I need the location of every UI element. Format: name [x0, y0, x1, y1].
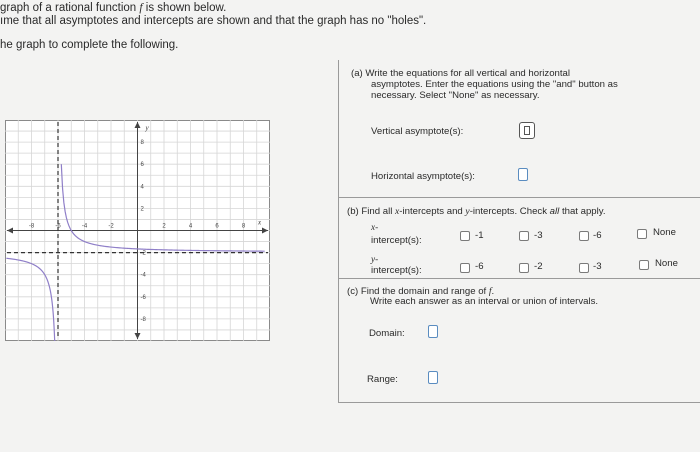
x-intercept-label-top: x- — [371, 222, 379, 232]
intro-line-1: graph of a rational function f is shown below. — [0, 2, 227, 14]
y-tick-label: -6 — [140, 294, 146, 301]
part-b-text: (b) Find all x-intercepts and y-intercepts. Check all that apply. — [347, 206, 606, 217]
y-option-checkbox-1[interactable] — [460, 263, 470, 273]
y-tick-label: -4 — [140, 272, 146, 279]
y-tick-label: 2 — [140, 206, 144, 213]
y-option-checkbox-2[interactable] — [519, 263, 529, 273]
horizontal-asymptote-label: Horizontal asymptote(s): — [371, 171, 475, 182]
y-option-label-1: -6 — [475, 261, 484, 272]
x-tick-label: -6 — [55, 223, 61, 230]
x-tick-label: 2 — [162, 223, 166, 230]
y-intercept-label-top: y- — [371, 254, 379, 264]
rational-function-graph — [5, 120, 270, 341]
answer-panel — [338, 60, 700, 403]
y-intercept-label: intercept(s): — [371, 265, 422, 276]
vertical-asymptote-label: Vertical asymptote(s): — [371, 126, 464, 137]
vertical-asymptote-input[interactable] — [519, 122, 535, 139]
x-option-checkbox-none[interactable] — [637, 229, 647, 239]
x-tick-label: 4 — [188, 223, 193, 230]
part-a-text: (a) Write the equations for all vertical and horizontal — [351, 68, 571, 79]
x-tick-label: 8 — [241, 223, 246, 230]
y-option-checkbox-3[interactable] — [579, 263, 589, 273]
y-option-checkbox-none[interactable] — [639, 260, 649, 270]
y-axis-label: y — [145, 124, 149, 132]
x-option-checkbox-1[interactable] — [460, 231, 470, 241]
x-tick-label: -2 — [108, 223, 114, 230]
horizontal-asymptote-input[interactable] — [518, 168, 528, 181]
x-option-checkbox-2[interactable] — [519, 231, 529, 241]
x-option-label-2: -3 — [534, 230, 543, 241]
x-tick-label: 6 — [215, 223, 219, 230]
graph-canvas — [5, 120, 270, 341]
divider-b-c — [339, 278, 700, 279]
x-option-label-1: -1 — [475, 230, 484, 241]
y-tick-label: 6 — [140, 162, 144, 169]
y-tick-label: -2 — [140, 250, 146, 257]
x-option-label-none: None — [653, 227, 676, 238]
domain-label: Domain: — [369, 328, 405, 339]
divider-a-b — [339, 197, 700, 198]
x-tick-label: -8 — [28, 223, 35, 230]
y-tick-label: -8 — [140, 316, 146, 323]
y-option-label-3: -3 — [593, 261, 602, 272]
x-tick-label: -4 — [81, 223, 88, 230]
y-tick-label: 8 — [140, 140, 144, 147]
intro-line-3: he graph to complete the following. — [0, 39, 179, 51]
range-input[interactable] — [428, 371, 438, 384]
part-c-text-line2: Write each answer as an interval or union of intervals. — [370, 296, 599, 307]
domain-input[interactable] — [428, 325, 438, 338]
y-tick-label: 4 — [140, 184, 144, 191]
y-option-label-none: None — [655, 258, 678, 269]
x-option-label-3: -6 — [593, 230, 602, 241]
range-label: Range: — [367, 374, 398, 385]
x-intercept-label: intercept(s): — [371, 235, 422, 246]
x-axis-label: x — [258, 218, 262, 227]
x-option-checkbox-3[interactable] — [579, 231, 589, 241]
part-a-text-line2: asymptotes. Enter the equations using the "and" button as — [371, 79, 618, 90]
intro-line-2: ıme that all asymptotes and intercepts are shown and that the graph has no "holes". — [0, 15, 427, 27]
y-option-label-2: -2 — [534, 261, 543, 272]
part-c-text: (c) Find the domain and range of f. — [347, 286, 495, 297]
part-a-text-line3: necessary. Select "None" as necessary. — [371, 90, 540, 101]
